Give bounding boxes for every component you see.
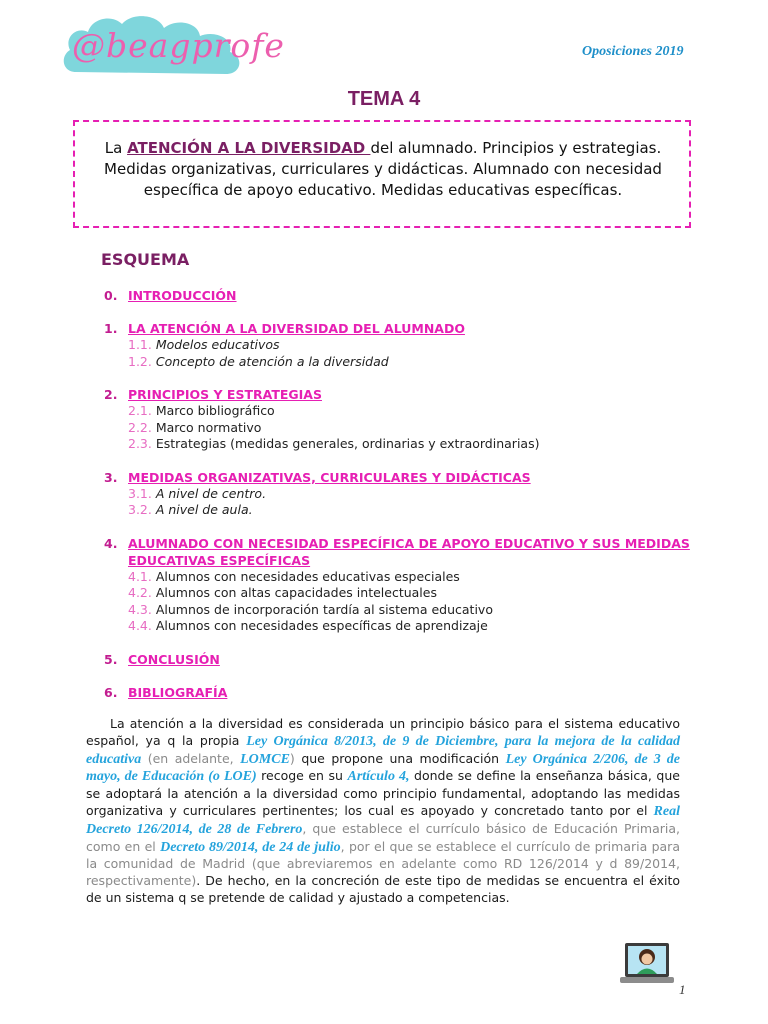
subsection-item (128, 337, 694, 354)
section-number: 5. (104, 651, 118, 667)
subsection-text: Marco normativo (155, 419, 262, 435)
subsection-item (128, 436, 694, 453)
subsection-text: Alumnos de incorporación tardía al sistema educativo (155, 601, 493, 617)
subsection-number: 4.2. (128, 585, 152, 600)
subsection-text: Concepto de atención a la diversidad (155, 353, 389, 369)
para-text: donde se define la enseñanza básica, que se adoptará la atención a la diversidad como principio fundamental, adoptando las medidas organizativa y curriculares pertinentes; los cual es apoyado y concretado tanto por el (86, 768, 680, 818)
law-reference: Ley Orgánica 8/2013, de 9 de Diciembre, para la mejora de la calidad educativa (86, 733, 680, 767)
logo-text: @beagprofe (72, 26, 285, 65)
section-heading (104, 651, 694, 668)
subsection-number: 3.1. (128, 485, 152, 501)
outline-section (104, 469, 694, 519)
para-aside: , que establece el currículo básico de Educación Primaria, como en el (86, 820, 681, 854)
subsection-text: Alumnos con altas capacidades intelectuales (155, 585, 437, 600)
section-title-link[interactable]: LA ATENCIÓN A LA DIVERSIDAD DEL ALUMNADO (128, 321, 465, 336)
section-number: 6. (104, 684, 118, 700)
para-aside: , por el que se establece el currículo de primaria para la comunidad de Madrid (que abreviaremos en adelante como RD 126/2014 y d 89/2014, respectivamente) (86, 838, 680, 889)
page-number: 1 (679, 982, 686, 997)
para-aside: (en adelante, (141, 750, 241, 766)
topic-highlight: ATENCIÓN A LA DIVERSIDAD (127, 139, 371, 157)
subsection-text: Estrategias (medidas generales, ordinarias y extraordinarias) (155, 436, 540, 451)
para-text: La atención a la diversidad es considerada un principio básico para el sistema educativo español, ya q la propia (86, 716, 680, 748)
section-title-link[interactable]: CONCLUSIÓN (128, 651, 220, 667)
section-title-link[interactable]: MEDIDAS ORGANIZATIVAS, CURRICULARES Y DIDÁCTICAS (128, 469, 531, 485)
para-text: recoge en su (256, 768, 348, 784)
section-heading (104, 386, 694, 403)
law-reference: Real Decreto 126/2014, de 28 de Febrero (86, 803, 680, 837)
subsection-item (128, 420, 694, 437)
subsection-item (128, 585, 694, 602)
para-text: que propone una modificación (294, 750, 506, 766)
section-heading (104, 535, 694, 569)
outline-list (104, 287, 694, 717)
subsection-number: 4.3. (128, 601, 152, 617)
topic-text (85, 138, 681, 201)
outline-section (104, 287, 694, 304)
intro-paragraph (86, 716, 680, 907)
law-reference: Decreto 89/2014, de 24 de julio (160, 839, 341, 855)
subsection-number: 2.2. (128, 419, 152, 435)
subsection-text: Modelos educativos (155, 337, 280, 352)
outline-section (104, 684, 694, 701)
subsection-text: Marco bibliográfico (155, 403, 275, 418)
outline-section (104, 651, 694, 668)
outline-section (104, 386, 694, 453)
subsection-number: 4.4. (128, 618, 152, 633)
header-oposiciones: Oposiciones 2019 (582, 44, 684, 59)
subsection-text: A nivel de centro. (155, 485, 267, 501)
section-heading (104, 320, 694, 337)
subsection-item (128, 502, 694, 519)
subsection-number: 1.1. (128, 337, 152, 352)
subsection-item (128, 602, 694, 619)
outline-section (104, 320, 694, 370)
subsection-text: Alumnos con necesidades específicas de aprendizaje (155, 618, 488, 633)
subsection-item (128, 403, 694, 420)
subsection-item (128, 354, 694, 371)
section-title-link[interactable]: INTRODUCCIÓN (128, 288, 237, 303)
subsection-item (128, 569, 694, 586)
section-number: 4. (104, 535, 118, 551)
subsection-item (128, 486, 694, 503)
subsection-item (128, 618, 694, 635)
subsection-text: Alumnos con necesidades educativas especiales (155, 568, 460, 584)
section-heading (104, 469, 694, 486)
section-heading (104, 684, 694, 701)
subsection-text: A nivel de aula. (155, 502, 253, 517)
outline-section (104, 535, 694, 635)
section-title-link[interactable]: PRINCIPIOS Y ESTRATEGIAS (128, 387, 322, 402)
section-number: 0. (104, 288, 118, 303)
subsection-number: 2.3. (128, 436, 152, 451)
subsection-number: 3.2. (128, 502, 152, 517)
section-number: 2. (104, 387, 118, 402)
section-title-link[interactable]: ALUMNADO CON NECESIDAD ESPECÍFICA DE APOYO EDUCATIVO Y SUS MEDIDAS EDUCATIVAS ESPECÍFICAS (128, 535, 690, 568)
esquema-heading: ESQUEMA (101, 250, 190, 269)
law-reference: Ley Orgánica 2/206, de 3 de mayo, de Educación (o LOE) (86, 751, 680, 785)
section-number: 1. (104, 321, 118, 336)
subsection-number: 2.1. (128, 403, 152, 418)
subsection-number: 4.1. (128, 568, 152, 584)
law-reference: LOMCE (240, 751, 290, 767)
subsection-number: 1.2. (128, 353, 152, 369)
section-title-link[interactable]: BIBLIOGRAFÍA (128, 684, 228, 700)
section-number: 3. (104, 469, 118, 485)
topic-post: del alumnado. Principios y estrategias. Medidas organizativas, curriculares y didácticas. Alumnado con necesidad específica de apoyo educativo. Medidas educativas específicas. (104, 139, 662, 199)
laptop-avatar-icon (619, 939, 675, 991)
topic-pre: La (104, 139, 128, 157)
para-text: . De hecho, en la concreción de este tipo de medidas se encuentra el éxito de un sistema q se pretende de calidad y ajustado a competencias. (86, 873, 680, 905)
page-title: TEMA 4 (347, 88, 421, 110)
para-aside: ) (289, 750, 295, 766)
section-heading (104, 287, 694, 304)
law-reference: Artículo 4, (347, 769, 410, 785)
